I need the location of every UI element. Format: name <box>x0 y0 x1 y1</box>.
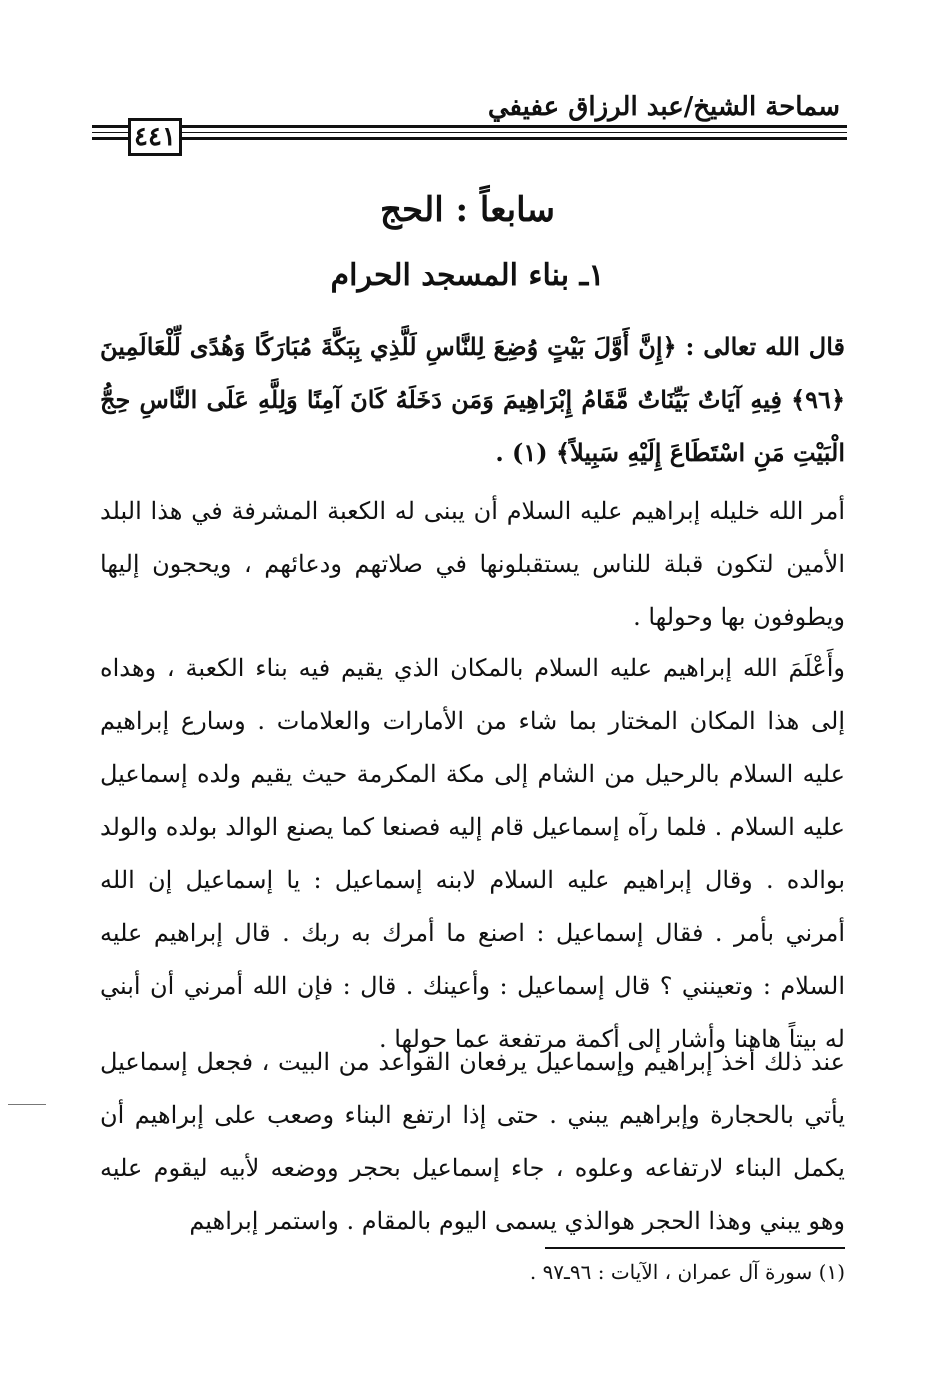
header-rule-left-middle <box>92 132 128 133</box>
paragraph-3: عند ذلك أخذ إبراهيم وإسماعيل يرفعان القواعد من البيت ، فجعل إسماعيل يأتي بالحجارة وإبراهيم يبني . حتى إذا ارتفع البناء وصعب على إبراهيم أن يكمل البناء لارتفاعه وعلوه ، جاء إسماعيل بحجر ووضعه لأبيه ليقوم عليه وهو يبني وهذا الحجر هوالذي يسمى اليوم بالمقام . واستمر إبراهيم <box>100 1048 845 1235</box>
paragraph-1: أمر الله خليله إبراهيم عليه السلام أن يبنى له الكعبة المشرفة في هذا البلد الأمين لتكون قبلة للناس يستقبلونها في صلاتهم ودعائهم ، ويحجون إليها ويطوفون بها وحولها . <box>100 497 846 631</box>
footnote: (١) سورة آل عمران ، الآيات : ٩٦ـ٩٧ . <box>529 1260 845 1284</box>
margin-mark <box>8 1104 46 1105</box>
header-rule-left-bottom <box>92 137 128 140</box>
running-header-title: سماحة الشيخ/عبد الرزاق عفيفي <box>487 92 840 122</box>
header-rule-middle <box>182 132 847 133</box>
paragraph-2: وأَعْلَمَ الله إبراهيم عليه السلام بالمكان الذي يقيم فيه بناء الكعبة ، وهداه إلى هذا المكان المختار بما شاء من الأمارات والعلامات . وسارع إبراهيم عليه السلام بالرحيل من الشام إلى مكة المكرمة حيث يقيم ولده إسماعيل عليه السلام . فلما رآه إسماعيل قام إليه فصنعا كما يصنع الوالد بولده والولد بوالده . وقال إبراهيم عليه السلام لابنه إسماعيل : يا إسماعيل إن الله أمرني بأمر . فقال إسماعيل : اصنع ما أمرك به ربك . قال إبراهيم عليه السلام : وتعينني ؟ قال إسماعيل : وأعينك . قال : فإن الله أمرني أن أبني له بيتاً هاهنا وأشار إلى أكمة مرتفعة عما حولها . <box>100 654 846 1053</box>
page-number: ٤٤١ <box>128 118 182 156</box>
section-title: سابعاً : الحج <box>380 190 555 230</box>
header-rule-top <box>182 125 847 128</box>
footnote-divider <box>545 1247 845 1249</box>
subsection-title: ١ـ بناء المسجد الحرام <box>330 258 605 293</box>
header-rule-left-top <box>92 125 128 128</box>
header-rule-bottom <box>182 137 847 140</box>
quran-verse-paragraph: قال الله تعالى : ﴿إِنَّ أَوَّلَ بَيْتٍ وُضِعَ لِلنَّاسِ لَلَّذِي بِبَكَّةَ مُبَارَكًا وَهُدًى لِّلْعَالَمِينَ ﴿٩٦﴾ فِيهِ آيَاتٌ بَيِّنَاتٌ مَّقَامُ إِبْرَاهِيمَ وَمَن دَخَلَهُ كَانَ آمِنًا وَلِلَّهِ عَلَى النَّاسِ حِجُّ الْبَيْتِ مَنِ اسْتَطَاعَ إِلَيْهِ سَبِيلاً﴾ (١) . <box>100 332 845 467</box>
